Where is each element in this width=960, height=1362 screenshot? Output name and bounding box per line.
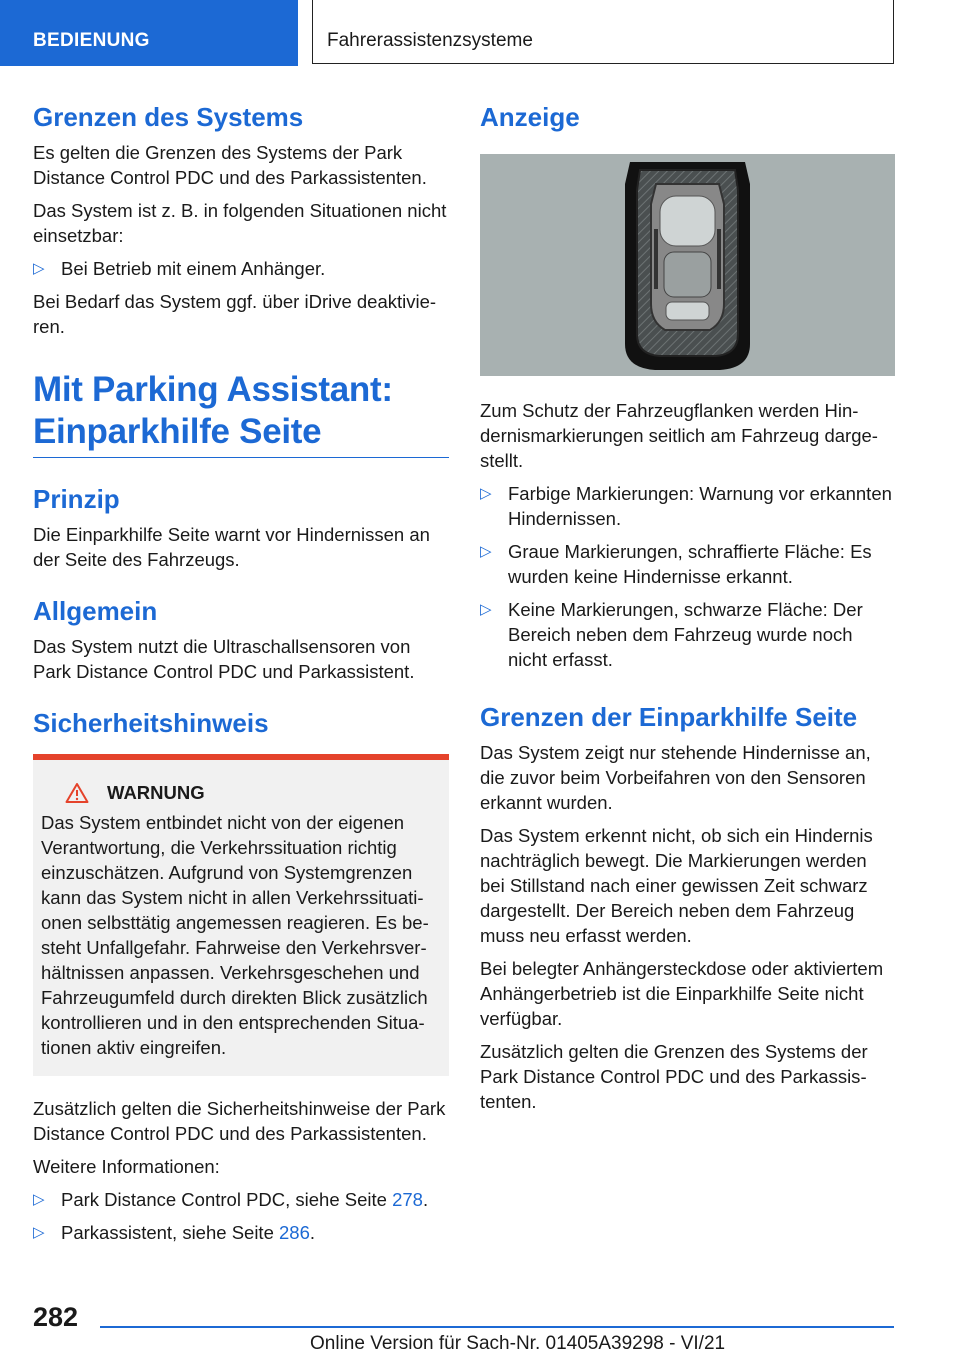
section-heading-anzeige: Anzeige [480,102,580,132]
warning-box [33,754,449,1076]
paragraph: Das System nutzt die Ultraschallsensoren von Park Distance Control PDC und Parkassistent. [33,636,415,682]
paragraph: Weitere Informationen: [33,1156,220,1177]
footer-divider [100,1326,894,1328]
page-link-278[interactable]: 278 [392,1189,423,1210]
paragraph: Zusätzlich gelten die Sicherheitshinweise der Park Distance Control PDC und des Parkassistenten. [33,1098,446,1144]
paragraph: Es gelten die Grenzen des Systems der Park Distance Control PDC und des Parkassistenten. [33,142,427,188]
paragraph: Zusätzlich gelten die Grenzen des Systems der Park Distance Control PDC und des Parkassistenten. [480,1041,868,1112]
section-heading-allgemein: Allgemein [33,596,158,626]
paragraph: Bei Bedarf das System ggf. über iDrive deaktivieren. [33,291,437,337]
car-top-view-illustration [480,154,895,376]
bullet-item: ▷ Farbige Markierungen: Warnung vor erkannten Hindernissen. [480,481,896,531]
warning-label: WARNUNG [107,782,205,803]
main-title-line-1: Mit Parking Assistant: [33,370,393,409]
section-heading-grenzen: Grenzen des Systems [33,102,304,132]
header-chapter-box [312,0,894,64]
main-title-line-2: Einparkhilfe Seite [33,412,322,451]
side-view-assist-display-image [480,154,895,376]
bullet-item: ▷ Parkassistent, siehe Seite 286. [33,1220,449,1245]
bullet-item: ▷ Bei Betrieb mit einem Anhänger. [33,256,449,281]
section-heading-prinzip: Prinzip [33,484,120,514]
bullet-item: ▷ Graue Markierungen, schraffierte Fläche: Es wurden keine Hindernisse erkannt. [480,539,896,589]
paragraph: Die Einparkhilfe Seite warnt vor Hindernissen an der Seite des Fahrzeugs. [33,524,430,570]
page-number: 282 [33,1302,79,1332]
paragraph: Bei belegter Anhängersteckdose oder aktiviertem Anhängerbetrieb ist die Einparkhilfe Seite nicht verfügbar. [480,958,884,1029]
paragraph: Das System erkennt nicht, ob sich ein Hindernis nachträglich bewegt. Die Markierungen werden bei Stillstand nach einer gewissen Zeit schwarz dargestellt. Der Bereich neben dem Fahrzeug muss neu erfasst werden. [480,825,873,946]
paragraph: Das System zeigt nur stehende Hindernisse an, die zuvor beim Vorbeifahren von den Sensoren erkannt wurden. [480,742,871,813]
page-link-286[interactable]: 286 [279,1222,310,1243]
warning-text: Das System entbindet nicht von der eigenen Verantwortung, die Verkehrssituation richtig einzuschätzen. Aufgrund von Systemgrenzen kann das System nicht in allen Verkehrssituationen selbsttätig angemessen reagieren. Es besteht Unfallgefahr. Fahrweise den Verkehrsverhältnissen anpassen. Verkehrsgeschehen und Fahrzeugumfeld durch direkten Blick zusätzlich kontrollieren und in den entsprechenden Situationen aktiv eingreifen. [41,812,429,1058]
left-column [33,100,449,1253]
header-section-tab [0,0,298,66]
bullet-item: ▷ Park Distance Control PDC, siehe Seite 278. [33,1187,449,1212]
title-divider [33,457,449,458]
footer-online-version: Online Version für Sach-Nr. 01405A39298 - VI/21 [310,1333,726,1354]
paragraph: Zum Schutz der Fahrzeugflanken werden Hindernismarkierungen seitlich am Fahrzeug dargestellt. [480,400,878,471]
paragraph: Das System ist z. B. in folgenden Situationen nicht einsetzbar: [33,200,447,246]
section-heading-sicherheit: Sicherheitshinweis [33,708,269,738]
warning-header [65,782,441,804]
right-column [480,100,896,1122]
header-section-label: BEDIENUNG [33,30,150,51]
header-chapter-label: Fahrerassistenzsysteme [327,30,533,51]
bullet-item: ▷ Keine Markierungen, schwarze Fläche: Der Bereich neben dem Fahrzeug wurde noch nicht erfasst. [480,597,896,672]
warning-triangle-icon [65,782,89,804]
section-heading-grenzen-einparkhilfe: Grenzen der Einparkhilfe Seite [480,702,858,732]
